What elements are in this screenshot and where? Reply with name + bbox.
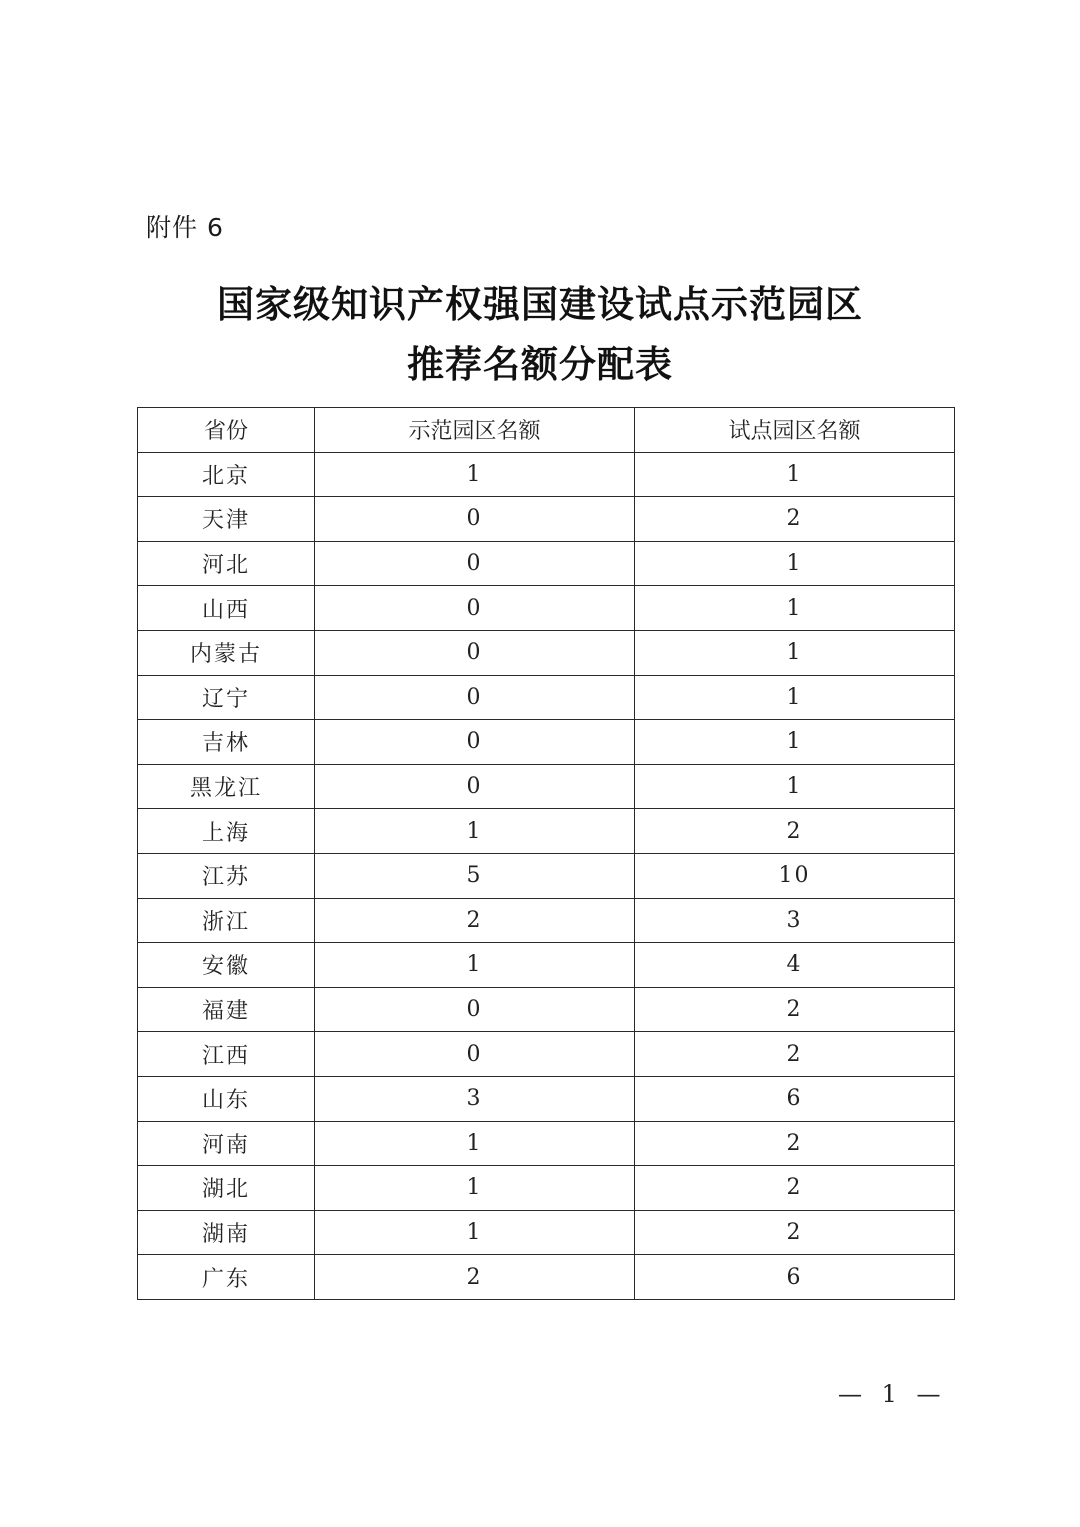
cell-province: 北京 xyxy=(138,452,315,497)
cell-province: 河南 xyxy=(138,1121,315,1166)
table-row xyxy=(138,1210,955,1255)
cell-demo-park-quota: 0 xyxy=(315,987,635,1032)
cell-pilot-park-quota: 2 xyxy=(635,987,955,1032)
cell-pilot-park-quota: 2 xyxy=(635,1210,955,1255)
cell-demo-park-quota: 2 xyxy=(315,1255,635,1300)
cell-province: 江西 xyxy=(138,1032,315,1077)
cell-pilot-park-quota: 1 xyxy=(635,720,955,765)
table-row xyxy=(138,720,955,765)
cell-pilot-park-quota: 2 xyxy=(635,1121,955,1166)
table-row xyxy=(138,898,955,943)
annex-label: 附件 6 xyxy=(146,213,224,242)
cell-demo-park-quota: 0 xyxy=(315,764,635,809)
page-number: — 1 — xyxy=(838,1380,947,1408)
cell-demo-park-quota: 0 xyxy=(315,497,635,542)
cell-demo-park-quota: 0 xyxy=(315,541,635,586)
cell-province: 上海 xyxy=(138,809,315,854)
document-title-line-2: 推荐名额分配表 xyxy=(407,343,673,386)
cell-province: 河北 xyxy=(138,541,315,586)
table-row xyxy=(138,1255,955,1300)
table-row xyxy=(138,809,955,854)
table-row xyxy=(138,675,955,720)
table-row xyxy=(138,1076,955,1121)
cell-province: 广东 xyxy=(138,1255,315,1300)
cell-province: 湖南 xyxy=(138,1210,315,1255)
cell-demo-park-quota: 0 xyxy=(315,1032,635,1077)
cell-province: 浙江 xyxy=(138,898,315,943)
cell-demo-park-quota: 0 xyxy=(315,720,635,765)
cell-pilot-park-quota: 2 xyxy=(635,1032,955,1077)
header-pilot-park-quota: 试点园区名额 xyxy=(635,408,955,453)
cell-demo-park-quota: 3 xyxy=(315,1076,635,1121)
cell-demo-park-quota: 0 xyxy=(315,630,635,675)
cell-pilot-park-quota: 1 xyxy=(635,586,955,631)
header-demo-park-quota: 示范园区名额 xyxy=(315,408,635,453)
cell-demo-park-quota: 1 xyxy=(315,943,635,988)
table-body xyxy=(138,452,955,1299)
cell-pilot-park-quota: 10 xyxy=(635,853,955,898)
cell-province: 吉林 xyxy=(138,720,315,765)
table-row xyxy=(138,987,955,1032)
cell-pilot-park-quota: 1 xyxy=(635,452,955,497)
cell-demo-park-quota: 2 xyxy=(315,898,635,943)
cell-province: 山东 xyxy=(138,1076,315,1121)
table-row xyxy=(138,943,955,988)
cell-pilot-park-quota: 1 xyxy=(635,541,955,586)
table-row xyxy=(138,541,955,586)
cell-province: 江苏 xyxy=(138,853,315,898)
cell-demo-park-quota: 0 xyxy=(315,586,635,631)
table-header-row xyxy=(138,408,955,453)
table-row xyxy=(138,497,955,542)
cell-pilot-park-quota: 1 xyxy=(635,764,955,809)
cell-province: 内蒙古 xyxy=(138,630,315,675)
cell-province: 山西 xyxy=(138,586,315,631)
cell-province: 福建 xyxy=(138,987,315,1032)
document-title-line-1: 国家级知识产权强国建设试点示范园区 xyxy=(217,283,863,326)
cell-demo-park-quota: 1 xyxy=(315,1121,635,1166)
cell-pilot-park-quota: 6 xyxy=(635,1255,955,1300)
table-row xyxy=(138,764,955,809)
cell-pilot-park-quota: 1 xyxy=(635,630,955,675)
cell-province: 湖北 xyxy=(138,1166,315,1211)
table-row xyxy=(138,1032,955,1077)
cell-pilot-park-quota: 2 xyxy=(635,1166,955,1211)
cell-province: 天津 xyxy=(138,497,315,542)
cell-province: 黑龙江 xyxy=(138,764,315,809)
cell-demo-park-quota: 1 xyxy=(315,1166,635,1211)
cell-province: 安徽 xyxy=(138,943,315,988)
cell-demo-park-quota: 1 xyxy=(315,452,635,497)
cell-pilot-park-quota: 1 xyxy=(635,675,955,720)
cell-pilot-park-quota: 2 xyxy=(635,809,955,854)
cell-demo-park-quota: 0 xyxy=(315,675,635,720)
table-row xyxy=(138,630,955,675)
header-province: 省份 xyxy=(138,408,315,453)
table-row xyxy=(138,1166,955,1211)
cell-pilot-park-quota: 3 xyxy=(635,898,955,943)
cell-demo-park-quota: 1 xyxy=(315,809,635,854)
table-row xyxy=(138,1121,955,1166)
table-row xyxy=(138,452,955,497)
cell-demo-park-quota: 5 xyxy=(315,853,635,898)
cell-pilot-park-quota: 6 xyxy=(635,1076,955,1121)
cell-pilot-park-quota: 2 xyxy=(635,497,955,542)
cell-demo-park-quota: 1 xyxy=(315,1210,635,1255)
quota-allocation-table xyxy=(137,407,955,1300)
cell-pilot-park-quota: 4 xyxy=(635,943,955,988)
cell-province: 辽宁 xyxy=(138,675,315,720)
table-row xyxy=(138,853,955,898)
table-row xyxy=(138,586,955,631)
